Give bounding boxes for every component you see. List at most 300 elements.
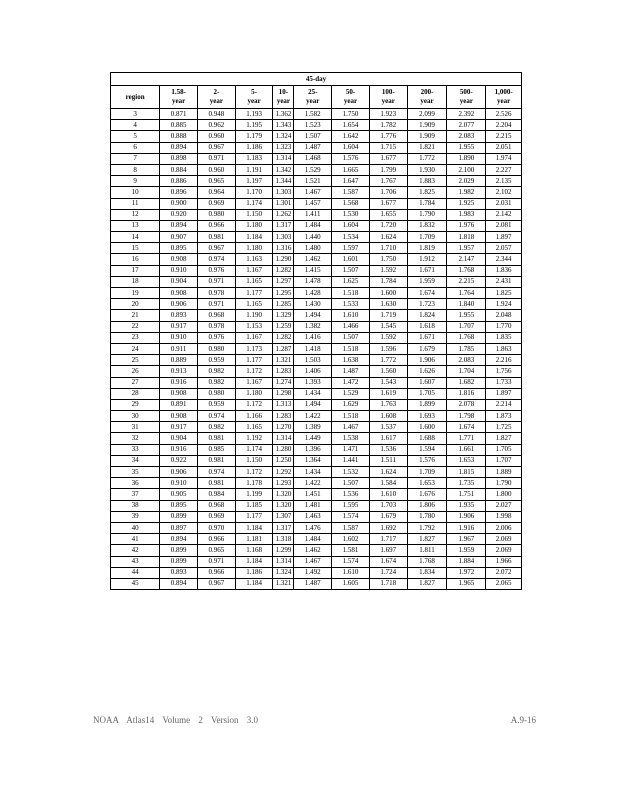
value-cell: 0.978 — [198, 288, 236, 299]
value-cell: 1.653 — [407, 478, 447, 489]
value-cell: 1.364 — [294, 455, 332, 466]
region-cell: 4 — [111, 120, 160, 131]
column-header-period: 25- — [308, 88, 318, 96]
value-cell: 0.908 — [160, 411, 198, 422]
value-cell: 1.324 — [273, 131, 294, 142]
value-cell: 1.299 — [273, 545, 294, 556]
column-header — [273, 86, 294, 109]
value-cell: 1.723 — [407, 299, 447, 310]
value-cell: 1.676 — [407, 489, 447, 500]
value-cell: 1.165 — [235, 276, 273, 287]
value-cell: 0.982 — [198, 422, 236, 433]
value-cell: 1.750 — [332, 109, 370, 120]
value-cell: 0.906 — [160, 467, 198, 478]
value-cell: 2.102 — [486, 187, 522, 198]
value-cell: 1.280 — [273, 444, 294, 455]
value-cell: 1.462 — [294, 545, 332, 556]
value-cell: 1.545 — [369, 321, 407, 332]
region-cell: 27 — [111, 377, 160, 388]
value-cell: 1.172 — [235, 467, 273, 478]
value-cell: 1.821 — [407, 142, 447, 153]
region-cell: 7 — [111, 153, 160, 164]
region-cell: 30 — [111, 411, 160, 422]
value-cell: 1.287 — [273, 343, 294, 354]
value-cell: 1.815 — [447, 467, 486, 478]
value-cell: 1.177 — [235, 511, 273, 522]
region-cell: 6 — [111, 142, 160, 153]
table-row — [111, 478, 522, 489]
value-cell: 1.285 — [273, 299, 294, 310]
value-cell: 1.274 — [273, 377, 294, 388]
value-cell: 1.906 — [407, 355, 447, 366]
value-cell: 1.472 — [332, 377, 370, 388]
value-cell: 1.314 — [273, 433, 294, 444]
value-cell: 1.518 — [332, 288, 370, 299]
value-cell: 1.642 — [332, 131, 370, 142]
value-cell: 1.595 — [332, 500, 370, 511]
value-cell: 1.184 — [235, 522, 273, 533]
value-cell: 1.323 — [273, 142, 294, 153]
value-cell: 1.262 — [273, 209, 294, 220]
value-cell: 1.720 — [369, 220, 407, 231]
value-cell: 0.965 — [198, 176, 236, 187]
value-cell: 1.792 — [407, 522, 447, 533]
value-cell: 0.974 — [198, 467, 236, 478]
table-row — [111, 433, 522, 444]
value-cell: 1.303 — [273, 187, 294, 198]
value-cell: 1.625 — [332, 276, 370, 287]
value-cell: 1.177 — [235, 355, 273, 366]
column-header — [447, 86, 486, 109]
value-cell: 2.027 — [486, 500, 522, 511]
value-cell: 0.971 — [198, 299, 236, 310]
value-cell: 0.898 — [160, 153, 198, 164]
value-cell: 2.227 — [486, 164, 522, 175]
value-cell: 1.703 — [369, 500, 407, 511]
column-header-period: 1.58- — [171, 88, 186, 96]
value-cell: 1.537 — [369, 422, 407, 433]
value-cell: 2.099 — [407, 109, 447, 120]
region-cell: 38 — [111, 500, 160, 511]
value-cell: 1.494 — [294, 399, 332, 410]
value-cell: 0.981 — [198, 455, 236, 466]
value-cell: 1.494 — [294, 310, 332, 321]
value-cell: 1.661 — [447, 444, 486, 455]
table-row — [111, 176, 522, 187]
value-cell: 1.825 — [486, 288, 522, 299]
value-cell: 1.610 — [332, 567, 370, 578]
value-cell: 1.827 — [486, 433, 522, 444]
value-cell: 1.574 — [332, 511, 370, 522]
value-cell: 2.078 — [447, 399, 486, 410]
value-cell: 1.507 — [332, 478, 370, 489]
value-cell: 2.216 — [486, 355, 522, 366]
value-cell: 1.172 — [235, 399, 273, 410]
value-cell: 1.184 — [235, 578, 273, 589]
value-cell: 2.083 — [447, 355, 486, 366]
value-cell: 2.083 — [447, 131, 486, 142]
value-cell: 1.818 — [447, 232, 486, 243]
column-header-period: 10- — [278, 88, 289, 96]
value-cell: 1.967 — [447, 534, 486, 545]
table-row — [111, 209, 522, 220]
region-cell: 45 — [111, 578, 160, 589]
value-cell: 2.214 — [486, 399, 522, 410]
value-cell: 1.596 — [369, 343, 407, 354]
value-cell: 1.317 — [273, 220, 294, 231]
region-cell: 34 — [111, 455, 160, 466]
value-cell: 0.910 — [160, 265, 198, 276]
value-cell: 2.215 — [486, 131, 522, 142]
value-cell: 1.912 — [407, 254, 447, 265]
value-cell: 0.980 — [198, 388, 236, 399]
value-cell: 1.318 — [273, 534, 294, 545]
table-row — [111, 153, 522, 164]
value-cell: 1.574 — [332, 556, 370, 567]
value-cell: 1.638 — [332, 355, 370, 366]
table-row — [111, 164, 522, 175]
value-cell: 1.959 — [447, 545, 486, 556]
table-row — [111, 187, 522, 198]
value-cell: 1.534 — [332, 232, 370, 243]
value-cell: 1.362 — [273, 109, 294, 120]
footer-source: NOAA Atlas14 Volume 2 Version 3.0 — [93, 715, 259, 725]
value-cell: 1.480 — [294, 243, 332, 254]
value-cell: 1.679 — [407, 343, 447, 354]
value-cell: 1.282 — [273, 265, 294, 276]
value-cell: 1.320 — [273, 500, 294, 511]
value-cell: 1.764 — [447, 288, 486, 299]
value-cell: 0.904 — [160, 276, 198, 287]
column-header — [198, 86, 236, 109]
value-cell: 0.981 — [198, 478, 236, 489]
value-cell: 1.798 — [447, 411, 486, 422]
value-cell: 1.172 — [235, 366, 273, 377]
value-cell: 1.785 — [447, 343, 486, 354]
value-cell: 1.909 — [407, 120, 447, 131]
table-row — [111, 220, 522, 231]
value-cell: 1.430 — [294, 299, 332, 310]
value-cell: 1.180 — [235, 243, 273, 254]
value-cell: 1.709 — [407, 467, 447, 478]
region-cell: 23 — [111, 332, 160, 343]
column-header-unit: year — [381, 97, 395, 105]
value-cell: 0.899 — [160, 545, 198, 556]
value-cell: 0.920 — [160, 209, 198, 220]
value-cell: 2.344 — [486, 254, 522, 265]
value-cell: 0.884 — [160, 164, 198, 175]
value-cell: 1.836 — [486, 265, 522, 276]
value-cell: 1.503 — [294, 355, 332, 366]
value-cell: 0.904 — [160, 433, 198, 444]
table-row — [111, 422, 522, 433]
value-cell: 0.967 — [198, 578, 236, 589]
value-cell: 1.415 — [294, 265, 332, 276]
value-cell: 1.342 — [273, 164, 294, 175]
value-cell: 0.885 — [160, 120, 198, 131]
value-cell: 1.317 — [273, 522, 294, 533]
value-cell: 0.896 — [160, 187, 198, 198]
value-cell: 1.983 — [447, 209, 486, 220]
table-row — [111, 567, 522, 578]
value-cell: 1.344 — [273, 176, 294, 187]
value-cell: 1.768 — [407, 556, 447, 567]
value-cell: 1.600 — [369, 288, 407, 299]
value-cell: 1.674 — [369, 556, 407, 567]
region-cell: 10 — [111, 187, 160, 198]
value-cell: 0.891 — [160, 399, 198, 410]
region-cell: 35 — [111, 467, 160, 478]
value-cell: 2.392 — [447, 109, 486, 120]
value-cell: 0.894 — [160, 534, 198, 545]
table-row — [111, 321, 522, 332]
value-cell: 1.568 — [332, 198, 370, 209]
value-cell: 1.707 — [447, 321, 486, 332]
value-cell: 2.100 — [447, 164, 486, 175]
value-cell: 1.457 — [294, 198, 332, 209]
value-cell: 2.077 — [447, 120, 486, 131]
value-cell: 1.665 — [332, 164, 370, 175]
value-cell: 1.173 — [235, 343, 273, 354]
region-cell: 8 — [111, 164, 160, 175]
value-cell: 0.911 — [160, 343, 198, 354]
value-cell: 0.894 — [160, 142, 198, 153]
value-cell: 1.471 — [332, 444, 370, 455]
table-body — [111, 109, 522, 590]
value-cell: 2.069 — [486, 545, 522, 556]
value-cell: 0.984 — [198, 489, 236, 500]
value-cell: 1.624 — [369, 232, 407, 243]
value-cell: 1.314 — [273, 556, 294, 567]
value-cell: 1.168 — [235, 545, 273, 556]
value-cell: 1.750 — [369, 254, 407, 265]
value-cell: 0.893 — [160, 310, 198, 321]
value-cell: 1.884 — [447, 556, 486, 567]
value-cell: 1.307 — [273, 511, 294, 522]
value-cell: 1.587 — [332, 187, 370, 198]
table-row — [111, 399, 522, 410]
value-cell: 1.518 — [332, 411, 370, 422]
value-cell: 1.827 — [407, 534, 447, 545]
value-cell: 1.195 — [235, 120, 273, 131]
value-cell: 1.733 — [486, 377, 522, 388]
value-cell: 1.518 — [332, 343, 370, 354]
value-cell: 0.968 — [198, 500, 236, 511]
value-cell: 2.051 — [486, 142, 522, 153]
value-cell: 1.270 — [273, 422, 294, 433]
value-cell: 1.594 — [407, 444, 447, 455]
value-cell: 1.819 — [407, 243, 447, 254]
value-cell: 1.863 — [486, 343, 522, 354]
column-header-unit: year — [459, 97, 473, 105]
value-cell: 1.707 — [486, 455, 522, 466]
region-cell: 12 — [111, 209, 160, 220]
value-cell: 1.626 — [407, 366, 447, 377]
value-cell: 2.215 — [447, 276, 486, 287]
value-cell: 0.959 — [198, 399, 236, 410]
value-cell: 1.183 — [235, 153, 273, 164]
column-header — [407, 86, 447, 109]
value-cell: 1.178 — [235, 478, 273, 489]
value-cell: 0.976 — [198, 265, 236, 276]
value-cell: 1.725 — [486, 422, 522, 433]
value-cell: 1.487 — [294, 142, 332, 153]
value-cell: 1.955 — [447, 310, 486, 321]
value-cell: 0.960 — [198, 164, 236, 175]
value-cell: 1.487 — [332, 366, 370, 377]
value-cell: 1.780 — [407, 511, 447, 522]
region-cell: 9 — [111, 176, 160, 187]
value-cell: 1.184 — [235, 556, 273, 567]
column-header-unit: year — [172, 97, 186, 105]
value-cell: 1.955 — [447, 142, 486, 153]
value-cell: 1.597 — [332, 243, 370, 254]
region-cell: 32 — [111, 433, 160, 444]
value-cell: 0.981 — [198, 232, 236, 243]
value-cell: 1.883 — [407, 176, 447, 187]
value-cell: 1.709 — [407, 232, 447, 243]
region-header: region — [111, 86, 160, 109]
region-cell: 11 — [111, 198, 160, 209]
value-cell: 1.916 — [447, 522, 486, 533]
value-cell: 1.617 — [369, 433, 407, 444]
value-cell: 1.321 — [273, 578, 294, 589]
value-cell: 0.978 — [198, 321, 236, 332]
value-cell: 1.303 — [273, 232, 294, 243]
value-cell: 1.600 — [407, 422, 447, 433]
value-cell: 1.382 — [294, 321, 332, 332]
value-cell: 1.191 — [235, 164, 273, 175]
value-cell: 1.167 — [235, 265, 273, 276]
value-cell: 1.610 — [369, 489, 407, 500]
value-cell: 0.971 — [198, 556, 236, 567]
region-cell: 37 — [111, 489, 160, 500]
table-row — [111, 500, 522, 511]
value-cell: 1.776 — [369, 131, 407, 142]
value-cell: 1.440 — [294, 232, 332, 243]
value-cell: 1.507 — [294, 131, 332, 142]
column-header-unit: year — [420, 97, 434, 105]
value-cell: 2.526 — [486, 109, 522, 120]
value-cell: 1.283 — [273, 366, 294, 377]
value-cell: 1.293 — [273, 478, 294, 489]
value-cell: 0.910 — [160, 478, 198, 489]
footer-page-number: A.9-16 — [510, 715, 536, 725]
value-cell: 1.605 — [332, 578, 370, 589]
value-cell: 1.835 — [486, 332, 522, 343]
value-cell: 1.324 — [273, 567, 294, 578]
value-cell: 0.980 — [198, 209, 236, 220]
value-cell: 1.538 — [332, 433, 370, 444]
value-cell: 0.894 — [160, 578, 198, 589]
value-cell: 1.316 — [273, 243, 294, 254]
region-cell: 43 — [111, 556, 160, 567]
value-cell: 0.982 — [198, 366, 236, 377]
column-header-period: 100- — [381, 88, 395, 96]
table-row — [111, 265, 522, 276]
value-cell: 1.772 — [369, 355, 407, 366]
value-cell: 1.536 — [332, 489, 370, 500]
value-cell: 1.935 — [447, 500, 486, 511]
value-cell: 1.756 — [486, 366, 522, 377]
value-cell: 1.717 — [369, 534, 407, 545]
value-cell: 1.647 — [332, 176, 370, 187]
value-cell: 1.511 — [369, 455, 407, 466]
value-cell: 2.006 — [486, 522, 522, 533]
region-cell: 13 — [111, 220, 160, 231]
value-cell: 1.179 — [235, 131, 273, 142]
value-cell: 1.772 — [407, 153, 447, 164]
value-cell: 1.584 — [369, 478, 407, 489]
value-cell: 1.487 — [294, 578, 332, 589]
value-cell: 1.592 — [369, 332, 407, 343]
column-header-unit: year — [209, 97, 223, 105]
value-cell: 1.180 — [235, 220, 273, 231]
value-cell: 1.259 — [273, 321, 294, 332]
value-cell: 1.604 — [332, 142, 370, 153]
value-cell: 0.922 — [160, 455, 198, 466]
value-cell: 1.706 — [369, 187, 407, 198]
column-header-period: 5- — [251, 88, 258, 96]
value-cell: 0.893 — [160, 567, 198, 578]
column-header — [332, 86, 370, 109]
value-cell: 0.910 — [160, 332, 198, 343]
value-cell: 1.602 — [332, 534, 370, 545]
column-header-row — [111, 86, 522, 109]
table-row — [111, 556, 522, 567]
value-cell: 0.985 — [198, 444, 236, 455]
table-row — [111, 254, 522, 265]
region-cell: 31 — [111, 422, 160, 433]
value-cell: 1.972 — [447, 567, 486, 578]
value-cell: 0.906 — [160, 299, 198, 310]
value-cell: 0.964 — [198, 187, 236, 198]
value-cell: 1.897 — [486, 232, 522, 243]
value-cell: 2.048 — [486, 310, 522, 321]
column-header — [369, 86, 407, 109]
value-cell: 2.147 — [447, 254, 486, 265]
value-cell: 1.782 — [369, 120, 407, 131]
table-row — [111, 511, 522, 522]
column-header-period: 500- — [459, 88, 473, 96]
value-cell: 1.806 — [407, 500, 447, 511]
table-row — [111, 299, 522, 310]
value-cell: 1.890 — [447, 153, 486, 164]
value-cell: 1.674 — [407, 288, 447, 299]
value-cell: 1.199 — [235, 489, 273, 500]
value-cell: 1.582 — [294, 109, 332, 120]
value-cell: 1.767 — [369, 176, 407, 187]
value-cell: 1.682 — [447, 377, 486, 388]
value-cell: 1.560 — [369, 366, 407, 377]
value-cell: 1.166 — [235, 411, 273, 422]
table-row — [111, 545, 522, 556]
value-cell: 0.970 — [198, 522, 236, 533]
value-cell: 1.165 — [235, 299, 273, 310]
value-cell: 1.174 — [235, 444, 273, 455]
value-cell: 1.763 — [369, 399, 407, 410]
value-cell: 1.715 — [369, 142, 407, 153]
value-cell: 0.916 — [160, 444, 198, 455]
value-cell: 0.968 — [198, 310, 236, 321]
value-cell: 2.081 — [486, 220, 522, 231]
value-cell: 1.906 — [447, 511, 486, 522]
value-cell: 2.065 — [486, 578, 522, 589]
value-cell: 1.899 — [407, 399, 447, 410]
value-cell: 1.282 — [273, 332, 294, 343]
value-cell: 1.618 — [407, 321, 447, 332]
value-cell: 1.167 — [235, 332, 273, 343]
